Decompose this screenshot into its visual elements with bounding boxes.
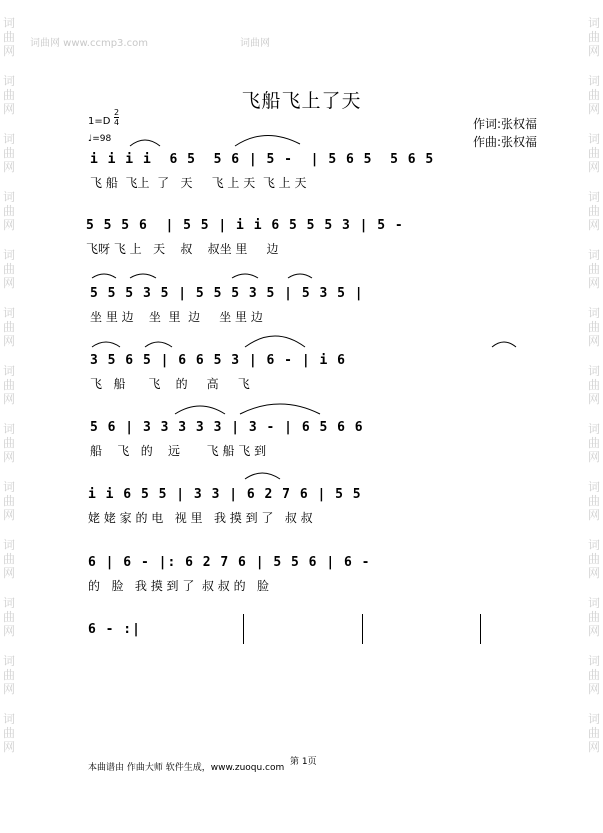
notation-row: i i 6 5 5 | 3 3 | 6 2 7 6 | 5 5 bbox=[88, 487, 362, 502]
slur-marks bbox=[0, 130, 603, 150]
lyrics-row: 姥 姥 家 的 电 视 里 我 摸 到 了 叔 叔 bbox=[88, 511, 313, 525]
bar-line bbox=[243, 614, 244, 644]
lyricist-credit: 作词:张权福 bbox=[473, 117, 538, 131]
key-signature: 1=D bbox=[88, 116, 111, 127]
score-line-6 bbox=[0, 487, 603, 557]
lyrics-row: 飞 船 飞 的 高 飞 bbox=[90, 377, 250, 391]
lyrics-row: 的 脸 我 摸 到 了 叔 叔 的 脸 bbox=[88, 579, 270, 593]
footer-credit: 本曲谱由 作曲大师 软件生成，www.zuoqu.com bbox=[88, 763, 285, 773]
watermark-left: 词 曲 网 词 曲 网 词 曲 网 词 曲 网 词 曲 网 词 曲 网 词 曲 网 词 曲 网 词 曲 网 词 曲 网 词 曲 网 词 曲 网 词 曲 网 bbox=[2, 16, 15, 754]
notation-row: 5 5 5 6 | 5 5 | i i 6 5 5 5 3 | 5 - bbox=[86, 218, 404, 233]
page-header bbox=[0, 0, 603, 49]
notation-row: 3 5 6 5 | 6 6 5 3 | 6 - | i 6 bbox=[90, 353, 346, 368]
header-mid-text: 词曲网 bbox=[240, 38, 270, 49]
score-line-1 bbox=[0, 152, 603, 222]
notation-row: 6 | 6 - |: 6 2 7 6 | 5 5 6 | 6 - bbox=[88, 555, 371, 570]
header-left-text: 词曲网 www.ccmp3.com bbox=[30, 38, 148, 49]
lyrics-row: 飞呀 飞 上 天 叔 叔坐 里 边 bbox=[86, 242, 279, 256]
lyrics-row: 飞 船 飞上 了 天 飞 上 天 飞 上 天 bbox=[90, 176, 307, 190]
song-title: 飞船飞上了天 bbox=[241, 90, 362, 112]
notation-row: 5 5 5 3 5 | 5 5 5 3 5 | 5 3 5 | bbox=[90, 286, 364, 301]
watermark-right: 词 曲 网 词 曲 网 词 曲 网 词 曲 网 词 曲 网 词 曲 网 词 曲 网 词 曲 网 词 曲 网 词 曲 网 词 曲 网 词 曲 网 词 曲 网 bbox=[587, 16, 600, 754]
lyrics-row: 坐 里 边 坐 里 边 坐 里 边 bbox=[90, 310, 263, 324]
bar-line bbox=[480, 614, 481, 644]
notation-row: 5 6 | 3 3 3 3 3 | 3 - | 6 5 6 6 bbox=[90, 420, 364, 435]
score-line-7 bbox=[0, 555, 603, 625]
slur-marks bbox=[0, 331, 603, 351]
slur-marks bbox=[0, 463, 603, 483]
time-signature: 2 4 bbox=[114, 108, 120, 127]
bar-line bbox=[362, 614, 363, 644]
notation-row: i i i i 6 5 5 6 | 5 - | 5 6 5 5 6 5 bbox=[90, 152, 435, 167]
slur-marks bbox=[0, 398, 603, 418]
page-number: 第 1页 bbox=[290, 757, 317, 767]
notation-row: 6 - :| bbox=[88, 622, 141, 637]
slur-marks bbox=[0, 264, 603, 284]
composer-credit: 作曲:张权福 bbox=[473, 135, 538, 149]
lyrics-row: 船 飞 的 远 飞 船 飞 到 bbox=[90, 444, 267, 458]
tempo-marking: ♩=98 bbox=[88, 134, 112, 144]
score-line-8 bbox=[0, 622, 603, 692]
